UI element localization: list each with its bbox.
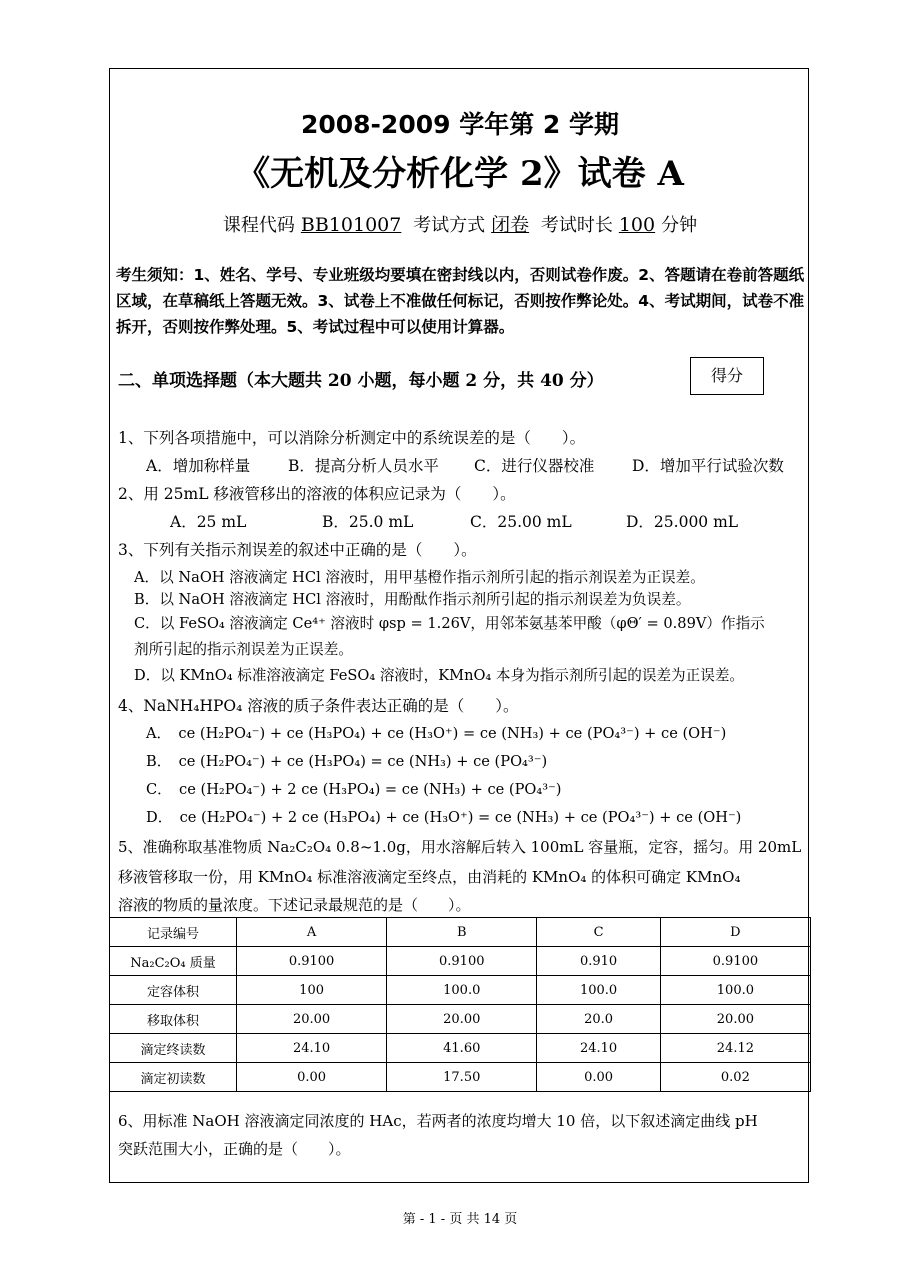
table-cell: 移取体积: [110, 1005, 237, 1034]
page-footer: 第 - 1 - 页 共 14 页: [402, 1212, 518, 1227]
table-cell: 20.00: [237, 1005, 387, 1034]
score-box: 得分: [690, 357, 764, 395]
section-title: 二、单项选择题（本大题共 20 小题，每小题 2 分，共 40 分）: [118, 371, 604, 391]
table-cell: 100: [237, 976, 387, 1005]
exam-meta: [0, 210, 920, 237]
table-cell: 0.00: [237, 1063, 387, 1092]
table-cell: 41.60: [387, 1034, 537, 1063]
mode-label: 考试方式: [413, 215, 486, 236]
table-cell: 20.0: [537, 1005, 660, 1034]
q1-option-b: B．提高分析人员水平: [288, 457, 439, 475]
exam-title: 《无机及分析化学 2》试卷 A: [236, 154, 684, 194]
table-header-cell: 记录编号: [110, 918, 237, 947]
q2-option-c: C．25.00 mL: [470, 513, 572, 531]
table-cell: 0.9100: [237, 947, 387, 976]
q3-option-a: A．以 NaOH 溶液滴定 HCl 溶液时，用甲基橙作指示剂所引起的指示剂误差为正误差。: [134, 569, 705, 586]
q5-line3: 溶液的物质的量浓度。下述记录最规范的是（ ）。: [118, 896, 471, 914]
q4-option-b: B． ce (H₂PO₄⁻) + ce (H₃PO₄) = ce (NH₃) + ce (PO₄³⁻): [146, 753, 548, 770]
q2-option-a: A．25 mL: [170, 513, 247, 531]
q4-option-d: D． ce (H₂PO₄⁻) + 2 ce (H₃PO₄) + ce (H₃O⁺) = ce (NH₃) + ce (PO₄³⁻) + ce (OH⁻): [146, 809, 742, 826]
q3-option-b: B．以 NaOH 溶液滴定 HCl 溶液时，用酚酞作指示剂所引起的指示剂误差为负误差。: [134, 591, 691, 608]
table-header-cell: A: [237, 918, 387, 947]
table-cell: 0.02: [660, 1063, 810, 1092]
table-cell: 100.0: [387, 976, 537, 1005]
table-row: [110, 947, 811, 976]
table-header-cell: D: [660, 918, 810, 947]
table-row: [110, 1034, 811, 1063]
code-label: 课程代码: [222, 215, 295, 236]
q2-option-b: B．25.0 mL: [322, 513, 414, 531]
mode-value: 闭卷: [491, 214, 530, 236]
duration-unit: 分钟: [661, 215, 698, 236]
table-row: [110, 1005, 811, 1034]
table-header-cell: C: [537, 918, 660, 947]
table-cell: 定容体积: [110, 976, 237, 1005]
q6-line2: 突跃范围大小，正确的是（ ）。: [118, 1140, 351, 1158]
table-cell: 24.10: [237, 1034, 387, 1063]
duration-value: 100: [618, 214, 656, 236]
q6-line1: 6、用标准 NaOH 溶液滴定同浓度的 HAc，若两者的浓度均增大 10 倍，以下叙述滴定曲线 pH: [118, 1112, 758, 1130]
code-value: BB101007: [300, 214, 402, 236]
table-row: [110, 976, 811, 1005]
duration-label: 考试时长: [540, 215, 613, 236]
table-header-cell: B: [387, 918, 537, 947]
table-cell: 0.9100: [387, 947, 537, 976]
table-row: [110, 1063, 811, 1092]
q4-stem: 4、NaNH₄HPO₄ 溶液的质子条件表达正确的是（ ）。: [118, 697, 519, 715]
table-cell: 17.50: [387, 1063, 537, 1092]
exam-notice: 考生须知：1、姓名、学号、专业班级均要填在密封线以内，否则试卷作废。2、答题请在卷前答题纸区域，在草稿纸上答题无效。3、试卷上不准做任何标记，否则按作弊论处。4、考试期间，试卷不准拆开，否则按作弊处理。5、考试过程中可以使用计算器。: [116, 266, 805, 336]
table-cell: 0.00: [537, 1063, 660, 1092]
table-cell: 100.0: [660, 976, 810, 1005]
table-cell: 0.9100: [660, 947, 810, 976]
table-cell: 24.10: [537, 1034, 660, 1063]
q3-option-d: D．以 KMnO₄ 标准溶液滴定 FeSO₄ 溶液时，KMnO₄ 本身为指示剂所引起的误差为正误差。: [134, 667, 745, 684]
q2-stem: 2、用 25mL 移液管移出的溶液的体积应记录为（ ）。: [118, 485, 516, 503]
q4-option-c: C． ce (H₂PO₄⁻) + 2 ce (H₃PO₄) = ce (NH₃) + ce (PO₄³⁻): [146, 781, 562, 798]
q1-stem: 1、下列各项措施中，可以消除分析测定中的系统误差的是（ ）。: [118, 429, 586, 447]
q3-option-c-line1: C．以 FeSO₄ 溶液滴定 Ce⁴⁺ 溶液时 φsp = 1.26V，用邻苯氨基苯甲酸（φΘ′ = 0.89V）作指示: [134, 615, 765, 632]
table-cell: 20.00: [387, 1005, 537, 1034]
q1-option-d: D．增加平行试验次数: [632, 457, 784, 475]
table-cell: Na₂C₂O₄ 质量: [110, 947, 237, 976]
exam-term: 2008-2009 学年第 2 学期: [300, 110, 620, 139]
q4-option-a: A． ce (H₂PO₄⁻) + ce (H₃PO₄) + ce (H₃O⁺) = ce (NH₃) + ce (PO₄³⁻) + ce (OH⁻): [146, 725, 727, 742]
q3-stem: 3、下列有关指示剂误差的叙述中正确的是（ ）。: [118, 541, 477, 559]
table-cell: 滴定终读数: [110, 1034, 237, 1063]
table-cell: 20.00: [660, 1005, 810, 1034]
q2-option-d: D．25.000 mL: [626, 513, 739, 531]
q1-option-c: C．进行仪器校准: [474, 457, 595, 475]
records-table: [109, 917, 811, 1092]
q5-line1: 5、准确称取基准物质 Na₂C₂O₄ 0.8~1.0g，用水溶解后转入 100mL 容量瓶，定容，摇匀。用 20mL: [118, 838, 802, 856]
table-cell: 0.910: [537, 947, 660, 976]
table-cell: 100.0: [537, 976, 660, 1005]
q3-option-c-line2: 剂所引起的指示剂误差为正误差。: [134, 641, 353, 658]
table-cell: 24.12: [660, 1034, 810, 1063]
table-cell: 滴定初读数: [110, 1063, 237, 1092]
q1-option-a: A．增加称样量: [146, 457, 251, 475]
table-header-row: [110, 918, 811, 947]
q5-line2: 移液管移取一份，用 KMnO₄ 标准溶液滴定至终点，由消耗的 KMnO₄ 的体积可确定 KMnO₄: [118, 868, 741, 886]
